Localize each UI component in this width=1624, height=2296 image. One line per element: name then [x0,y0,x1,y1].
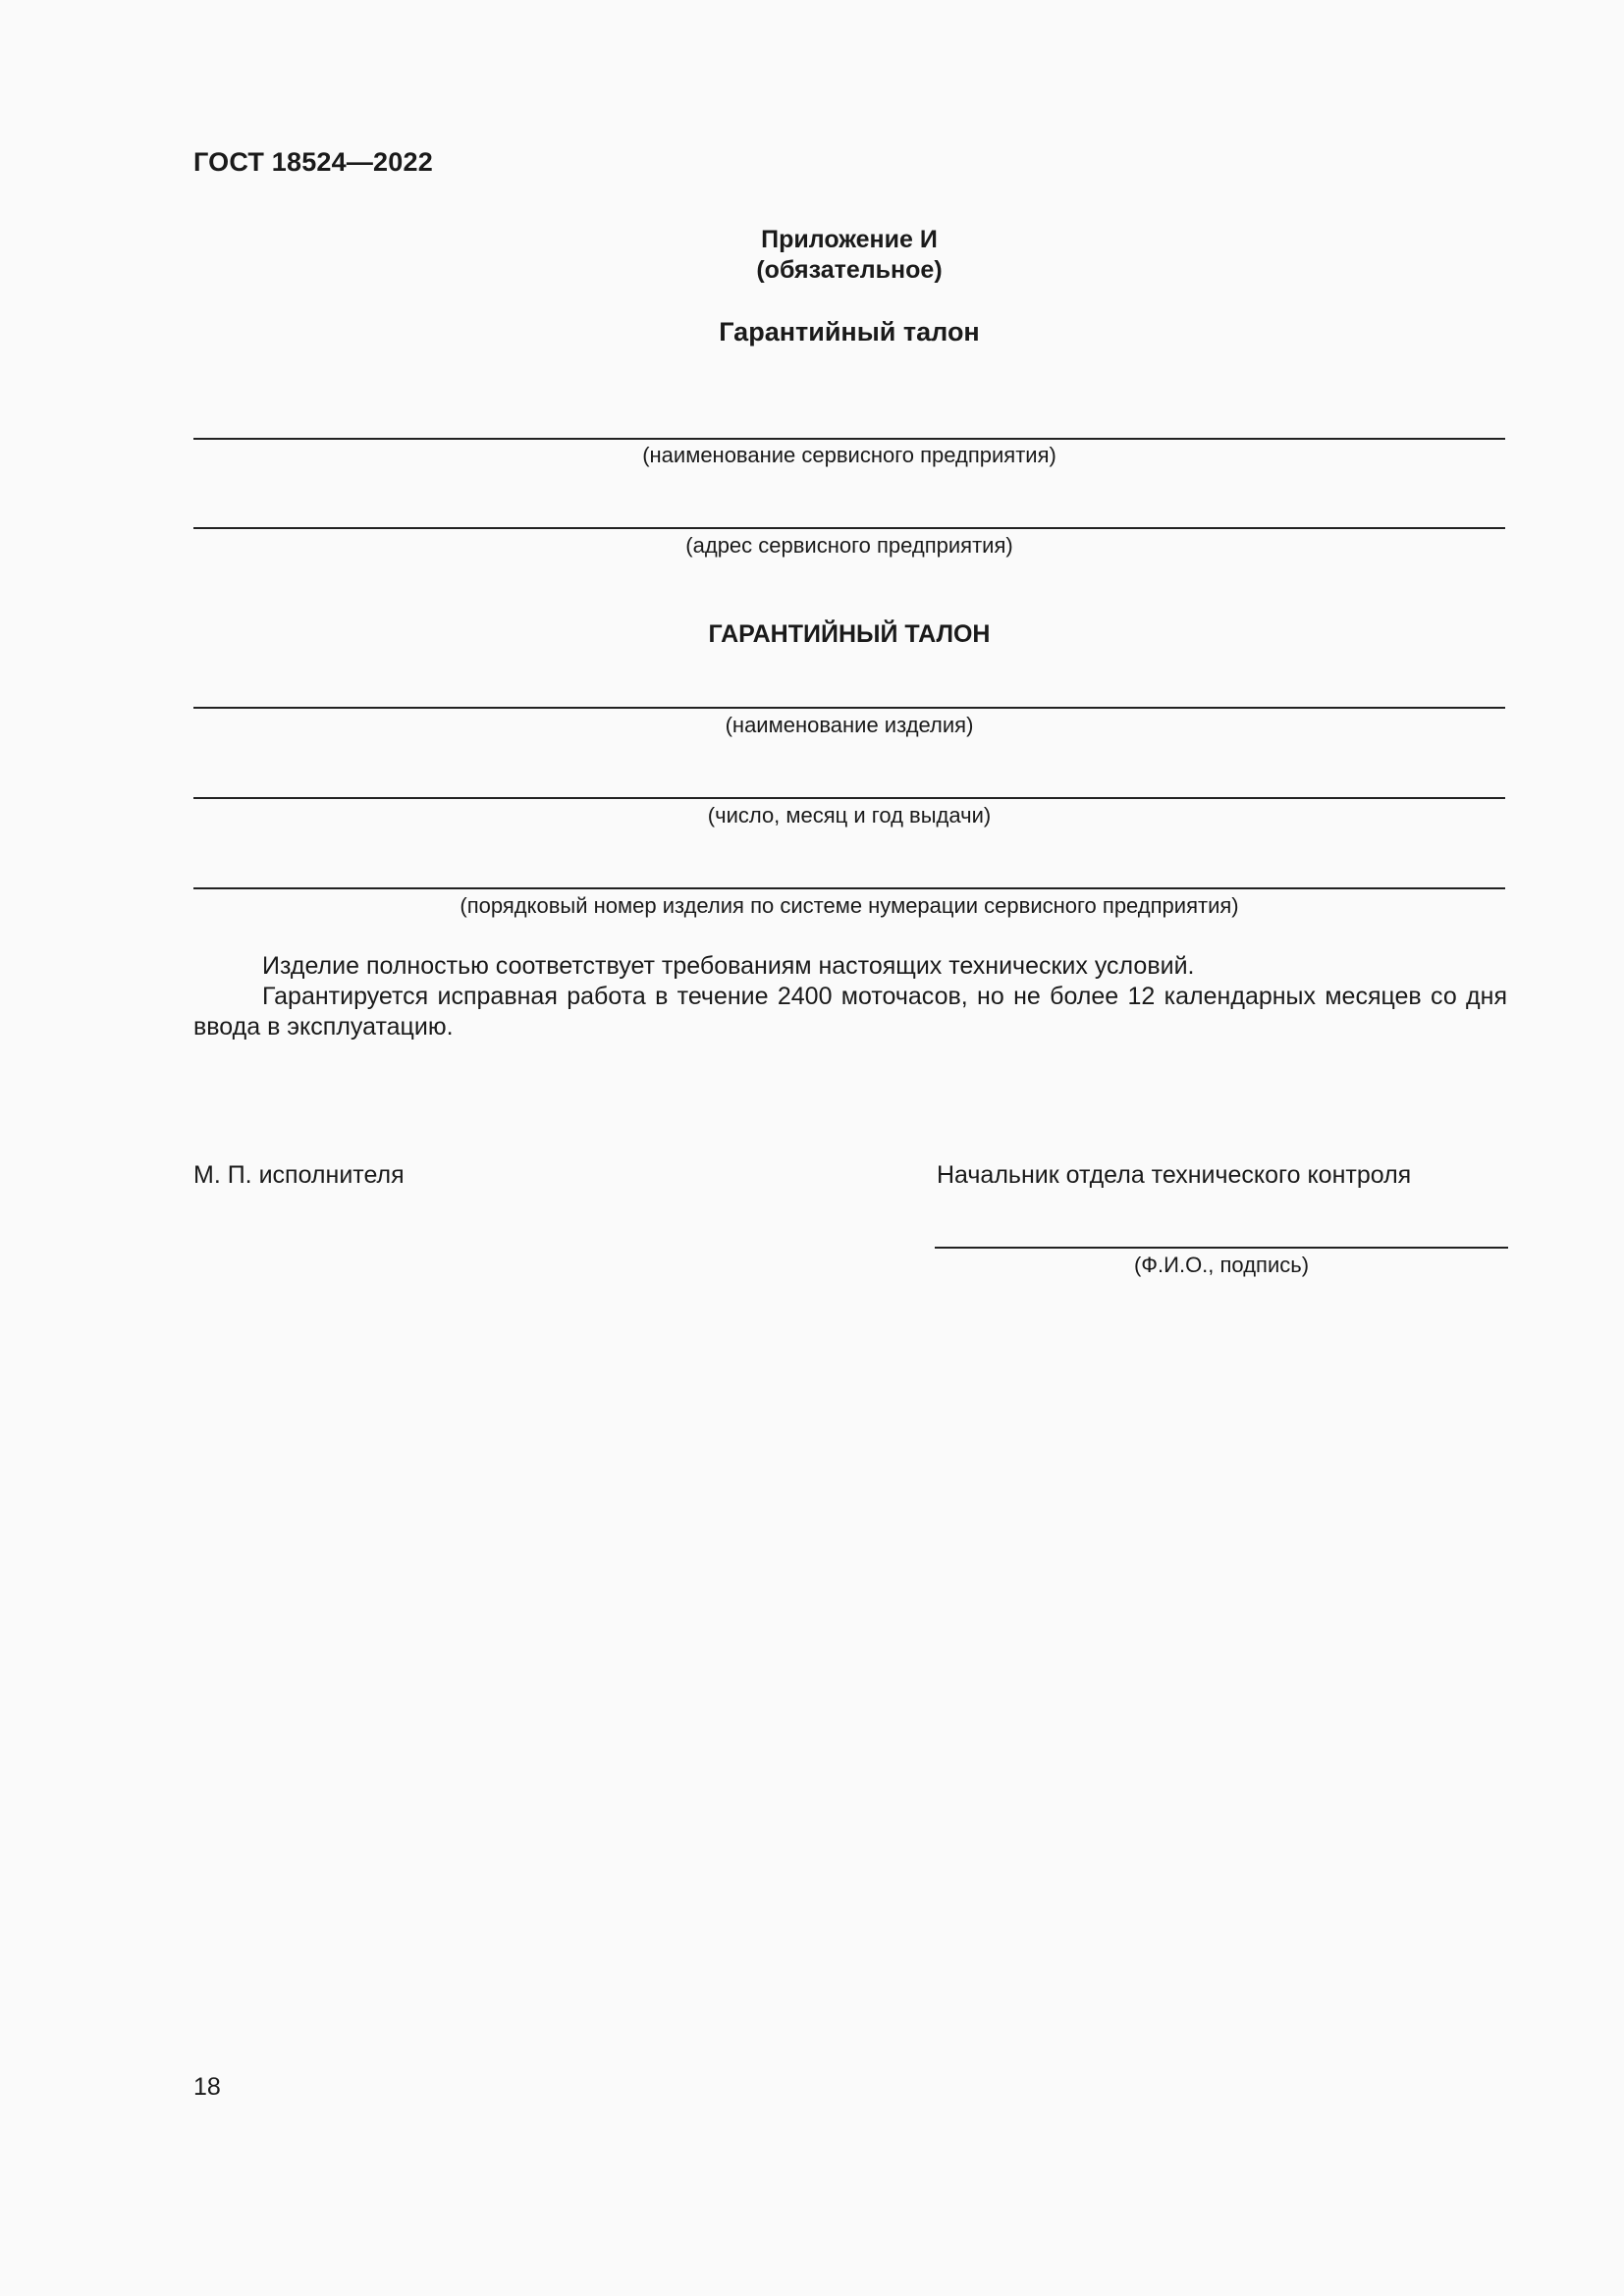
annex-title: Приложение И [761,226,938,253]
annex-heading [193,225,1505,286]
issue-date-caption: (число, месяц и год выдачи) [707,803,992,828]
service-name-caption: (наименование сервисного предприятия) [642,443,1056,467]
body-paragraph-1: Изделие полностью соответствует требованиям настоящих технических условий. [262,952,1195,980]
product-name-caption: (наименование изделия) [725,713,974,737]
stamp-label: М. П. исполнителя [193,1161,405,1189]
serial-number-caption: (порядковый номер изделия по системе нумерации сервисного предприятия) [460,893,1239,918]
issue-date-line [193,797,1505,799]
service-name-line [193,438,1505,440]
page-number: 18 [193,2073,221,2101]
service-address-caption: (адрес сервисного предприятия) [685,533,1013,558]
standard-header: ГОСТ 18524—2022 [193,147,433,177]
service-address-line [193,527,1505,529]
product-name-line [193,707,1505,709]
annex-status: (обязательное) [756,256,943,284]
signature-line [935,1247,1508,1249]
qc-head-label: Начальник отдела технического контроля [937,1161,1412,1189]
warranty-card-title: ГАРАНТИЙНЫЙ ТАЛОН [708,620,991,648]
serial-number-line [193,887,1505,889]
body-paragraph-2: Гарантируется исправная работа в течение 2400 моточасов, но не более 12 календарных месяцев со дня ввода в эксплуатацию. [193,983,1507,1041]
annex-name: Гарантийный талон [719,317,980,347]
signature-caption: (Ф.И.О., подпись) [1133,1253,1310,1277]
